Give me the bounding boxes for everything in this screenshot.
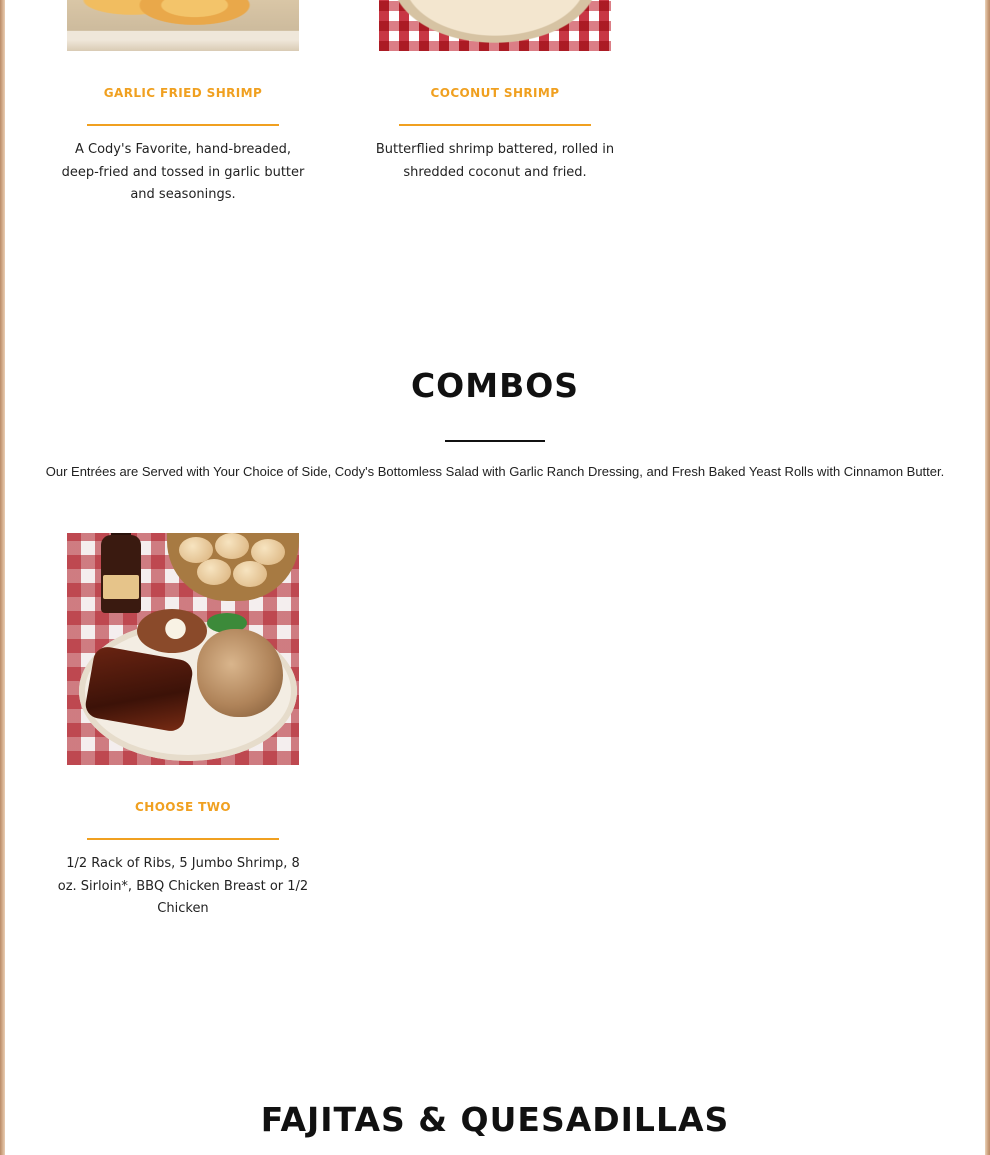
roll-basket — [167, 533, 299, 601]
garlic-fried-shrimp-description: A Cody's Favorite, hand-breaded, deep-fried and tossed in garlic butter and seasonings. — [61, 142, 305, 202]
baked-potato — [137, 609, 207, 653]
chicken — [197, 629, 283, 717]
fajitas-quesadillas-heading: FAJITAS & QUESADILLAS — [260, 1100, 730, 1139]
coconut-shrimp-divider — [399, 124, 591, 126]
combos-divider — [445, 440, 545, 442]
coconut-shrimp-title: COCONUT SHRIMP — [430, 86, 560, 100]
coconut-shrimp-photo — [379, 0, 611, 51]
bottle-label — [103, 575, 139, 599]
bread-roll — [197, 559, 231, 585]
coconut-shrimp-description: Butterflied shrimp battered, rolled in shredded coconut and fried. — [375, 142, 615, 180]
choose-two-photo — [67, 533, 299, 765]
garlic-fried-shrimp-title: GARLIC FRIED SHRIMP — [103, 86, 263, 100]
choose-two-divider — [87, 838, 279, 840]
choose-two-title: CHOOSE TWO — [135, 800, 231, 814]
bbq-sauce-bottle — [101, 535, 141, 613]
garlic-fried-shrimp-divider — [87, 124, 279, 126]
bread-roll — [215, 533, 249, 559]
bread-roll — [233, 561, 267, 587]
combos-entree-note: Our Entrées are Served with Your Choice of Side, Cody's Bottomless Salad with Garlic Ranch Dressing, and Fresh Baked Yeast Rolls with Cinnamon Butter. — [45, 464, 945, 479]
menu-page — [5, 0, 985, 1155]
combos-heading: COMBOS — [410, 366, 580, 405]
choose-two-description: 1/2 Rack of Ribs, 5 Jumbo Shrimp, 8 oz. Sirloin*, BBQ Chicken Breast or 1/2 Chicken — [57, 856, 309, 916]
garlic-fried-shrimp-photo — [67, 0, 299, 51]
